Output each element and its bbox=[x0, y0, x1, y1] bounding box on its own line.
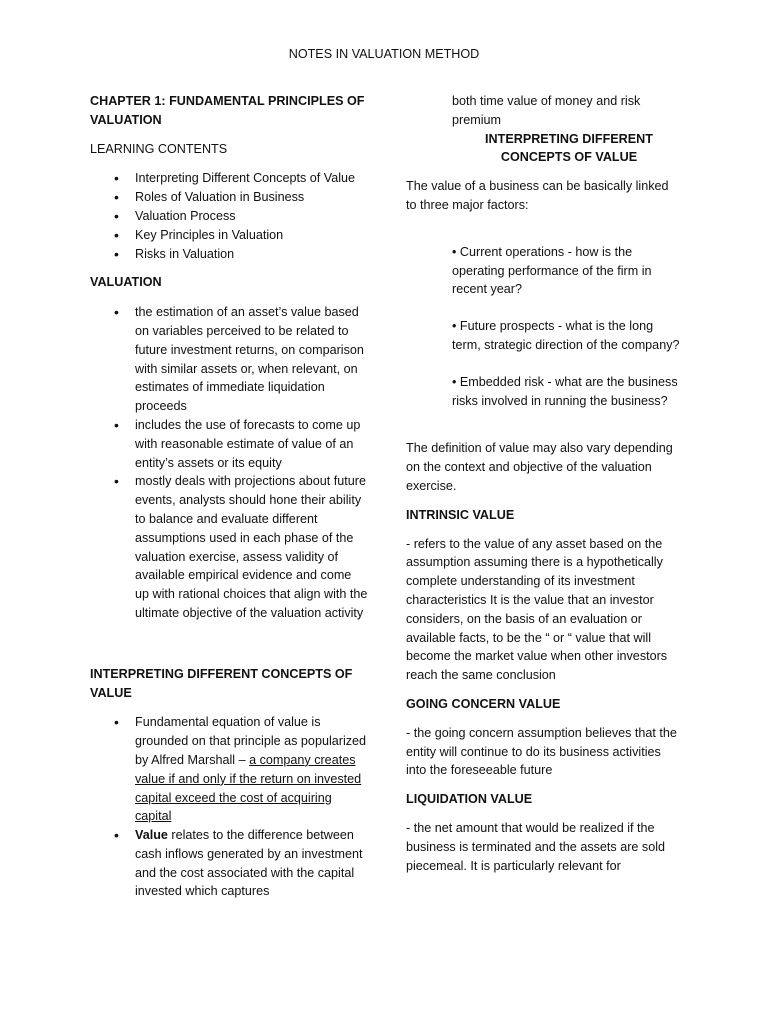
list-item: • mostly deals with projections about future events, analysts should hone their ability to balance and evaluate different assumptions used in each phase of the valuation exercise, assess validity of available empirical evidence and come up with rational choices that align with the ultimate objective of the valuation activity bbox=[90, 472, 368, 622]
chapter-title: CHAPTER 1: FUNDAMENTAL PRINCIPLES OF VALUATION bbox=[90, 94, 365, 127]
value-definition: relates to the difference between cash inflows generated by an investment and the cost associated with the capital invested which captures bbox=[135, 828, 363, 899]
factor-current-operations: • Current operations - how is the operating performance of the firm in recent year? bbox=[452, 244, 652, 297]
intro-text: The value of a business can be basically linked to three major factors: bbox=[406, 179, 669, 212]
learning-contents-list bbox=[90, 169, 368, 263]
value-list bbox=[90, 713, 368, 901]
factor-future-prospects: • Future prospects - what is the long term, strategic direction of the company? bbox=[452, 319, 680, 352]
list-item: • the estimation of an asset’s value based on variables perceived to be related to future investment returns, on comparison with similar assets or, when relevant, on estimates of immediate liquidation proceeds bbox=[90, 303, 368, 416]
interpreting-heading-right: INTERPRETING DIFFERENT CONCEPTS OF VALUE bbox=[485, 131, 653, 165]
definition-text: The definition of value may also vary depending on the context and objective of the valuation exercise. bbox=[406, 441, 673, 493]
fundamental-text: Fundamental equation of value is grounded on that principle as popularized by Alfred Marshall – bbox=[135, 715, 367, 767]
list-item: • Risks in Valuation bbox=[90, 245, 368, 264]
interpreting-heading: INTERPRETING DIFFERENT CONCEPTS OF VALUE bbox=[90, 666, 353, 700]
valuation-heading: VALUATION bbox=[90, 275, 162, 290]
list-item bbox=[90, 713, 368, 826]
list-item: • includes the use of forecasts to come up with reasonable estimate of value of an entity’s assets or its equity bbox=[90, 416, 368, 472]
going-concern-heading: GOING CONCERN VALUE bbox=[406, 696, 561, 711]
liquidation-heading: LIQUIDATION VALUE bbox=[406, 792, 533, 807]
page-title: NOTES IN VALUATION METHOD bbox=[288, 47, 480, 61]
intrinsic-text: - refers to the value of any asset based on the assumption assuming there is a hypothetically complete understanding of its investment characteristics It is the value that an investor considers, on the basis of an evaluation or available facts, to be the “ or “ value that will become the market value when other investors reach the same conclusion bbox=[406, 536, 668, 683]
liquidation-text: - the net amount that would be realized if the business is terminated and the assets are sold piecemeal. It is particularly relevant for bbox=[406, 820, 666, 873]
going-concern-text: - the going concern assumption believes that the entity will continue to do its business activities into the foreseeable future bbox=[406, 725, 677, 778]
list-item bbox=[90, 826, 368, 901]
factor-embedded-risk: • Embedded risk - what are the business risks involved in running the business? bbox=[452, 374, 678, 408]
learning-contents-label: LEARNING CONTENTS bbox=[90, 141, 228, 156]
left-column bbox=[90, 92, 368, 901]
fundamental-underlined-text: a company creates value if and only if the return on invested capital exceed the cost of acquiring capital bbox=[135, 752, 362, 824]
list-item: • Interpreting Different Concepts of Value bbox=[90, 169, 368, 188]
right-column bbox=[406, 92, 682, 875]
list-item: • Roles of Valuation in Business bbox=[90, 188, 368, 207]
valuation-list bbox=[90, 303, 368, 623]
value-term: Value bbox=[135, 828, 168, 843]
list-item: • Key Principles in Valuation bbox=[90, 226, 368, 245]
list-item: • Valuation Process bbox=[90, 207, 368, 226]
intrinsic-heading: INTRINSIC VALUE bbox=[406, 507, 515, 522]
continuation-text: both time value of money and risk premium bbox=[452, 94, 641, 127]
